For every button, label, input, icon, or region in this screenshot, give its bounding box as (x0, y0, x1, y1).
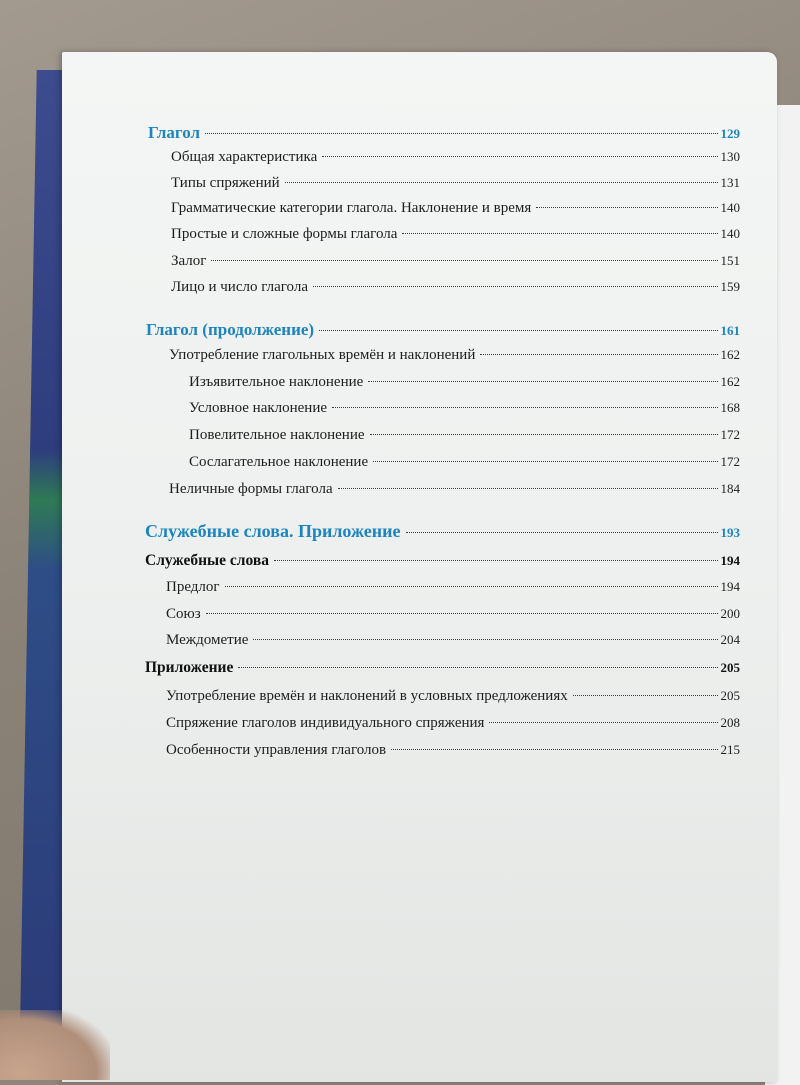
toc-item-title: Простые и сложные формы глагола (171, 226, 398, 242)
dot-leader (373, 461, 717, 462)
toc-item (166, 606, 740, 623)
toc-page-number: 172 (720, 454, 740, 469)
toc-item (171, 175, 740, 192)
toc-item (169, 347, 740, 364)
toc-section-glagol (148, 123, 740, 143)
toc-page-number: 159 (720, 279, 740, 294)
toc-page-number: 208 (720, 715, 740, 730)
dot-leader (285, 182, 718, 183)
toc-item-title: Повелительное наклонение (189, 427, 365, 443)
toc-page-number: 161 (720, 323, 740, 338)
toc-item (166, 715, 740, 732)
toc-subsection-title: Приложение (145, 659, 234, 676)
dot-leader (406, 532, 718, 533)
toc-section-title: Глагол (продолжение) (146, 320, 315, 339)
toc-item-title: Лицо и число глагола (171, 279, 308, 295)
toc-item (166, 632, 740, 649)
dot-leader (206, 613, 718, 614)
toc-item-title: Грамматические категории глагола. Наклонение и время (171, 200, 532, 216)
toc-subitem (189, 427, 740, 444)
dot-leader (536, 207, 717, 208)
toc-page-number: 204 (720, 632, 740, 647)
dot-leader (274, 560, 718, 561)
toc-subitem (189, 374, 740, 391)
toc-page-number: 215 (720, 742, 740, 757)
toc-page-number: 130 (720, 149, 740, 164)
dot-leader (211, 260, 717, 261)
toc-item-title: Употребление времён и наклонений в условных предложениях (166, 688, 568, 704)
toc-item-title: Неличные формы глагола (169, 481, 333, 497)
toc-page-number: 131 (720, 175, 740, 190)
toc-page-number: 140 (720, 226, 740, 241)
toc-subitem (189, 400, 740, 417)
toc-item-title: Сослагательное наклонение (189, 454, 369, 470)
toc-item (166, 688, 740, 705)
dot-leader (368, 381, 717, 382)
dot-leader (313, 286, 718, 287)
toc-section-title: Глагол (148, 123, 201, 142)
toc-item (171, 226, 740, 243)
dot-leader (205, 133, 717, 134)
toc-subsection-appendix (145, 659, 740, 677)
toc-item-title: Особенности управления глаголов (166, 742, 387, 758)
dot-leader (322, 156, 717, 157)
dot-leader (370, 434, 718, 435)
toc-page-number: 172 (720, 427, 740, 442)
toc-item (171, 279, 740, 296)
toc-section-title: Служебные слова. Приложение (145, 521, 401, 541)
toc-section-function-words-appendix (145, 521, 740, 542)
toc-page-number: 129 (720, 126, 740, 141)
toc-page-number: 205 (720, 660, 740, 675)
toc-page-number: 162 (720, 347, 740, 362)
toc-page-number: 193 (720, 525, 740, 540)
toc-page-number: 184 (720, 481, 740, 496)
toc-subsection-function-words (145, 552, 740, 570)
dot-leader (332, 407, 717, 408)
toc-item-title: Общая характеристика (171, 149, 318, 165)
toc-item (171, 200, 740, 217)
toc-item (171, 253, 740, 270)
toc-item-title: Предлог (166, 579, 220, 595)
toc-item (166, 579, 740, 596)
toc-page-number: 151 (720, 253, 740, 268)
toc-item-title: Спряжение глаголов индивидуального спряжения (166, 715, 485, 731)
toc-item-title: Залог (171, 253, 207, 269)
dot-leader (338, 488, 718, 489)
toc-page-number: 194 (720, 579, 740, 594)
dot-leader (480, 354, 717, 355)
toc-item-title: Союз (166, 606, 201, 622)
toc-page-number: 140 (720, 200, 740, 215)
toc-item-title: Условное наклонение (189, 400, 328, 416)
dot-leader (573, 695, 718, 696)
toc-item-title: Междометие (166, 632, 249, 648)
toc-page-number: 205 (720, 688, 740, 703)
dot-leader (402, 233, 717, 234)
dot-leader (319, 330, 717, 331)
toc-page-number: 194 (720, 553, 740, 568)
toc-page-number: 200 (720, 606, 740, 621)
toc-item (171, 149, 740, 166)
toc-subsection-title: Служебные слова (145, 552, 269, 569)
toc-section-glagol-continued (146, 320, 740, 340)
dot-leader (253, 639, 717, 640)
toc-item-title: Употребление глагольных времён и наклонений (169, 347, 476, 363)
dot-leader (238, 667, 717, 668)
dot-leader (489, 722, 717, 723)
toc-item-title: Типы спряжений (171, 175, 280, 191)
dot-leader (225, 586, 718, 587)
toc-item (166, 742, 740, 759)
toc-page-number: 168 (720, 400, 740, 415)
toc-page-number: 162 (720, 374, 740, 389)
toc-subitem (189, 454, 740, 471)
toc-item (169, 481, 740, 498)
dot-leader (391, 749, 717, 750)
toc-item-title: Изъявительное наклонение (189, 374, 364, 390)
